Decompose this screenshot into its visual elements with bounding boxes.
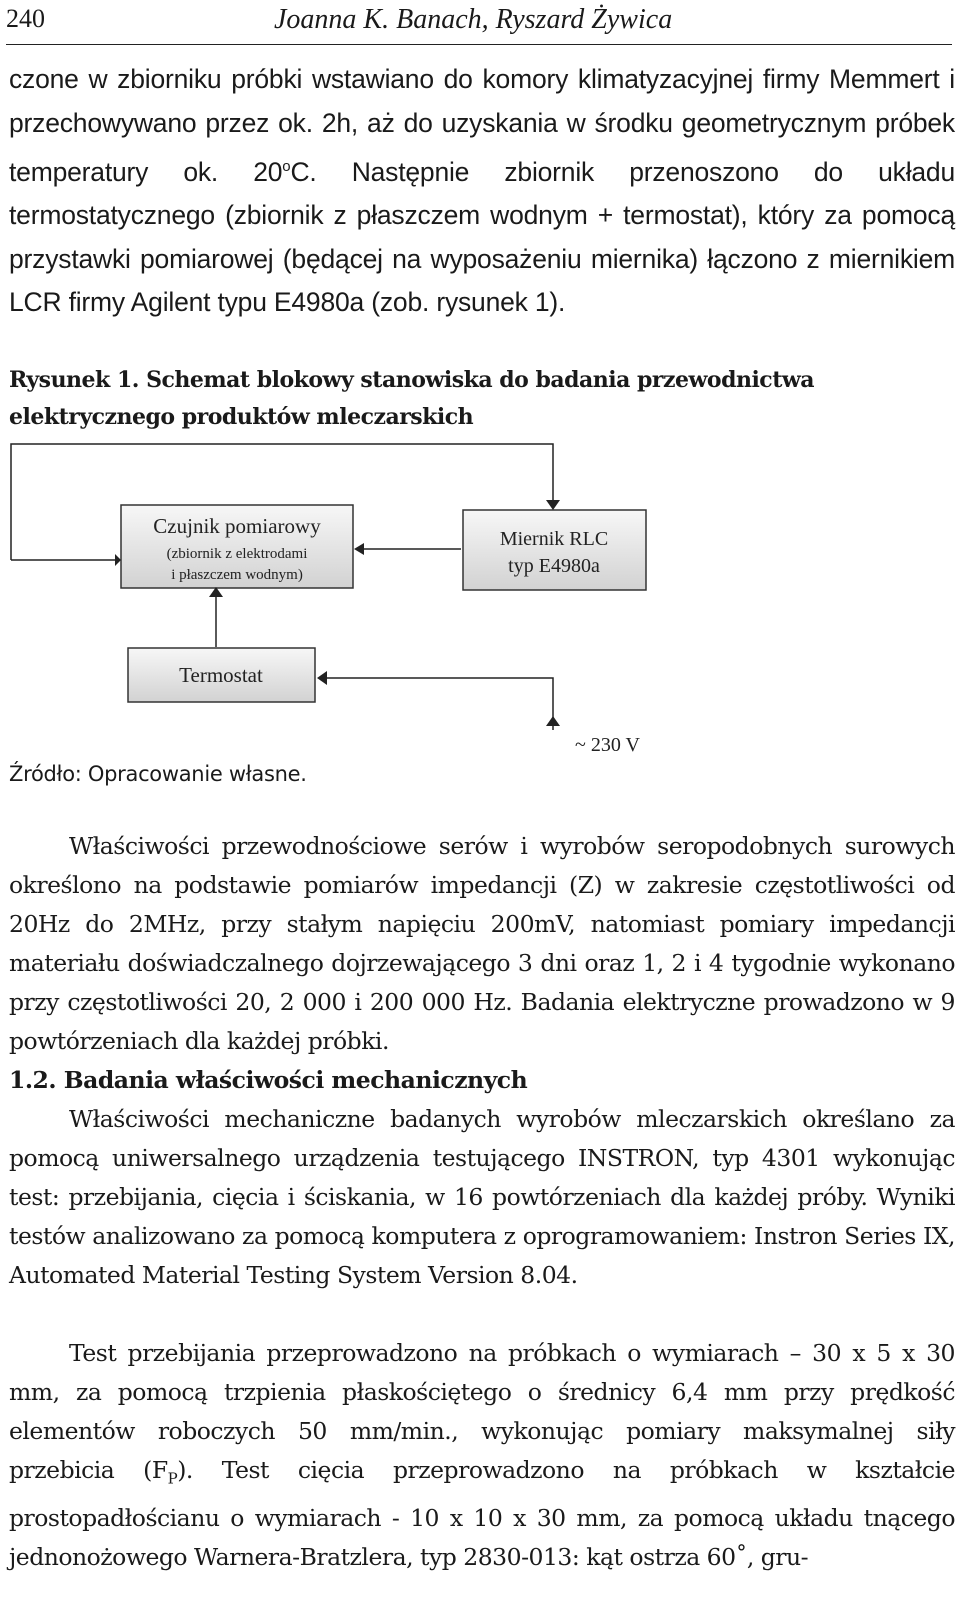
sensor-block-subtitle-1: (zbiornik z elektrodami xyxy=(166,546,308,562)
force-subscript: P xyxy=(167,1469,178,1488)
sensor-block-title: Czujnik pomiarowy xyxy=(153,514,321,538)
sensor-block-subtitle-2: i płaszczem wodnym) xyxy=(171,567,303,583)
thermostat-label: Termostat xyxy=(179,663,263,687)
running-header xyxy=(6,0,952,45)
figure-source: Źródło: Opracowanie własne. xyxy=(9,762,307,786)
page-number: 240 xyxy=(6,4,45,33)
meter-block xyxy=(463,510,646,590)
paragraph-setup-text-b: C. Następnie zbiornik przenoszono do układu termostatycznego (zbiornik z płaszczem wodnym + termostat), który za pomocą przystawki pomiarowej (będącej na wyposażeniu miernika) łączono z miernikiem LCR firmy Agilent typu E4980a (zob. rysunek 1). xyxy=(9,156,955,318)
paragraph-mechanical xyxy=(9,1100,955,1295)
block-diagram xyxy=(0,440,960,780)
paragraph-setup-text-a: czone w zbiorniku próbki wstawiano do komory klimatyzacyjnej firmy Memmert i przechowywano przez ok. 2h, aż do uzyskania w środku geometrycznym próbek temperatury ok. 20 xyxy=(9,64,955,187)
paragraph-tests-text-b: ). Test cięcia przeprowadzono na próbkach w kształcie prostopadłościanu o wymiarach - 10 x 10 x 30 mm, za pomocą układu tnącego jednonożowego Warnera-Bratzlera, typ 2830-013: kąt ostrza 60˚, gru- xyxy=(9,1456,956,1571)
meter-block-line-1: Miernik RLC xyxy=(499,528,609,550)
paragraph-tests xyxy=(9,1334,955,1577)
paragraph-electrical xyxy=(9,827,955,1061)
paragraph-electrical-text: Właściwości przewodnościowe serów i wyrobów seropodobnych surowych określono na podstawie pomiarów impedancji (Z) w zakresie częstotliwości od 20Hz do 2MHz, przy stałym napięciu 200mV, natomiast pomiary impedancji materiału doświadczalnego dojrzewającego 3 dni oraz 1, 2 i 4 tygodnie wykonano przy częstotliwości 20, 2 000 i 200 000 Hz. Badania elektryczne prowadzono w 9 powtórzeniach dla każdej próbki. xyxy=(9,832,955,1055)
power-supply-label: ~ 230 V xyxy=(575,734,640,756)
paragraph-mechanical-text: Właściwości mechaniczne badanych wyrobów mleczarskich określano za pomocą uniwersalnego urządzenia testującego INSTRON, typ 4301 wykonując test: przebijania, cięcia i ściskania, w 16 powtórzeniach dla każdej próby. Wyniki testów analizowano za pomocą komputera z oprogramowaniem: Instron Series IX, Automated Material Testing System Version 8.04. xyxy=(9,1105,955,1289)
paragraph-tests-text-a: Test przebijania przeprowadzono na próbkach o wymiarach – 30 x 5 x 30 mm, za pomocą trzpienia płaskościętego o średnicy 6,4 mm przy prędkość elementów roboczych 50 mm/min., wykonując pomiary maksymalnej siły przebicia (F xyxy=(9,1339,955,1484)
figure-caption: Rysunek 1. Schemat blokowy stanowiska do badania przewodnictwa elektrycznego produktów mleczarskich xyxy=(9,367,815,430)
degree-superscript: o xyxy=(282,158,291,175)
section-heading: 1.2. Badania właściwości mechanicznych xyxy=(9,1066,528,1094)
paragraph-setup xyxy=(9,58,955,325)
meter-block-line-2: typ E4980a xyxy=(508,555,600,577)
running-head-authors: Joanna K. Banach, Ryszard Żywica xyxy=(274,4,673,35)
